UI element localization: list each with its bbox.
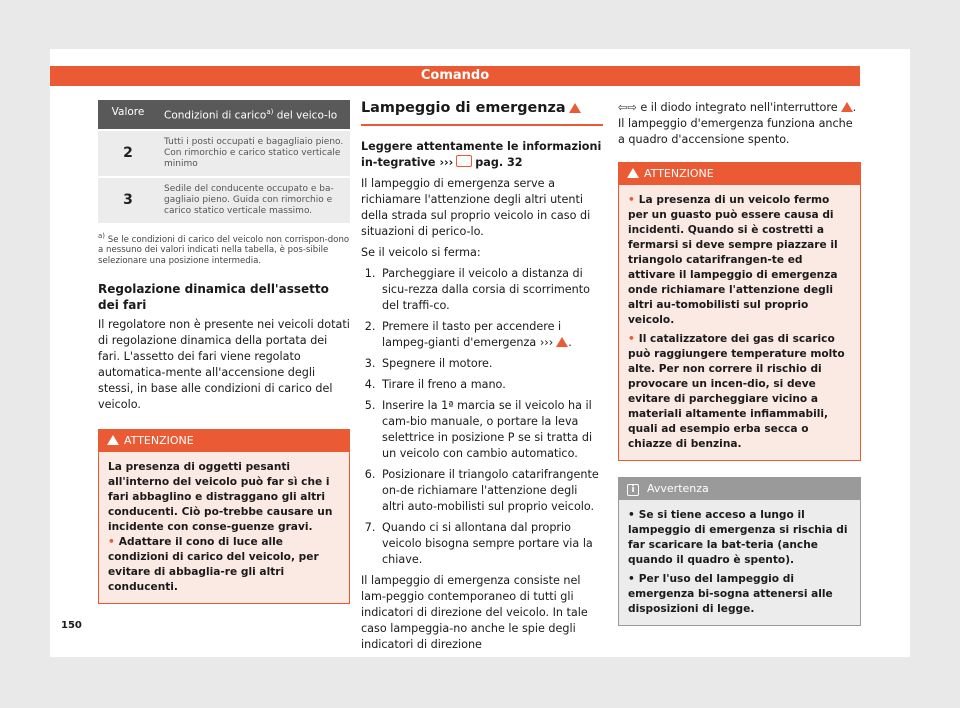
warning-intro: La presenza di oggetti pesanti all'interno del veicolo può far sì che i fari abbaglino e distraggano gli altri conducenti. Ciò po-trebbe causare un incidente con conse-guenze gravi. (108, 461, 333, 534)
table-cell-text: Sedile del conducente occupato e ba-gagliaio pieno. Guida con rimorchio e carico statico verticale massimo. (158, 177, 350, 223)
info-icon: i (627, 484, 639, 496)
table-cell-value: 2 (98, 130, 158, 177)
warning-triangle-icon (569, 103, 581, 113)
bullet-icon: • (628, 509, 635, 521)
bullet-icon: • (628, 194, 635, 206)
warning-body (619, 185, 860, 460)
list-item: 4. Tirare il freno a mano. (379, 377, 603, 393)
middle-column (361, 100, 603, 658)
intro-text: Il lampeggio di emergenza serve a richiamare l'attenzione degli altri utenti della strada sul proprio veicolo in caso di situazioni di perico-lo. (361, 177, 591, 238)
list-item: 3. Spegnere il motore. (379, 356, 603, 372)
note-body (619, 500, 860, 625)
section-heading: Lampeggio di emergenza (361, 100, 603, 126)
bullet-icon: • (628, 573, 635, 585)
note-bullet: • Se si tiene acceso a lungo il lampeggio di emergenza si rischia di far scaricare la bat-teria (anche quando il quadro è spento). (628, 509, 848, 566)
stop-label: Se il veicolo si ferma: (361, 246, 481, 259)
body-text: Il regolatore non è presente nei veicoli dotati di regolazione dinamica della portata dei fari. L'assetto dei fari viene regolato automatica-mente all'accensione degli stessi, in base alle condizioni di carico del veicolo. (98, 318, 350, 412)
table-footnote: $^{a)}$ Se le condizioni di carico del veicolo non corrispon-dono a nessuno dei valori indicati nella tabella, è pos-sibile selezionare una posizione intermedia. (98, 231, 350, 267)
steps-list (361, 266, 603, 568)
warning-triangle-icon (841, 102, 853, 112)
list-item: 1. Parcheggiare il veicolo a distanza di sicu-rezza dalla corsia di scorrimento del traffi-co. (379, 266, 603, 314)
table-cell-value: 3 (98, 177, 158, 223)
warning-bullet: • Il catalizzatore dei gas di scarico può raggiungere temperature molto alte. Per non correre il rischio di provocare un incen-dio, si deve evitare di parcheggiare vicino a materiali altamente infiammabili, quali ad esempio erba secca o chiazze di benzina. (628, 333, 845, 450)
note-bullet: • Per l'uso del lampeggio di emergenza bi-sogna attenersi alle disposizioni di legge. (628, 573, 833, 615)
warning-header: ATTENZIONE (619, 163, 860, 185)
bullet-icon: • (628, 333, 635, 345)
list-item: 5. Inserire la 1ª marcia se il veicolo ha il cam-bio manuale, o portare la leva selettrice in posizione P se si tratta di un veicolo con cambio automatico. (379, 398, 603, 462)
list-item: 2. Premere il tasto per accendere i lampeg-gianti d'emergenza ››› . (379, 319, 603, 351)
page-number: 150 (61, 620, 82, 631)
warning-icon (107, 435, 119, 445)
section-header: Comando (50, 66, 860, 86)
warning-icon (627, 168, 639, 178)
warning-bullet: • Adattare il cono di luce alle condizioni di carico del veicolo, per evitare di abbaglia-re gli altri conducenti. (108, 536, 319, 594)
table-row (98, 177, 350, 223)
table-header-condition: Condizioni di carico$^{a)}$ del veico-lo (158, 100, 350, 130)
list-item: 7. Quando ci si allontana dal proprio veicolo bisogna sempre portare via la chiave. (379, 520, 603, 568)
warning-body (99, 452, 349, 603)
bullet-icon: • (108, 536, 115, 549)
warning-bullet: • La presenza di un veicolo fermo per un guasto può essere causa di incidenti. Quando si è costretti a fermarsi si deve sempre piazzare il triangolo catarifrangen-te ed attivare il lampeggio di emergenza onde richiamare l'attenzione degli altri au-tomobilisti sul proprio veicolo. (628, 194, 838, 326)
subheading: Regolazione dinamica dell'assetto dei fari (98, 282, 329, 313)
table-row (98, 130, 350, 177)
turn-signal-icon: ⇦⇨ (618, 101, 637, 114)
warning-box (618, 162, 861, 461)
book-icon (456, 155, 472, 167)
load-table (98, 100, 350, 223)
table-cell-text: Tutti i posti occupati e bagagliaio pieno. Con rimorchio e carico statico verticale minimo (158, 130, 350, 177)
outro-text: Il lampeggio di emergenza consiste nel lam-peggio contemporaneo di tutti gli indicatori di direzione del veicolo. In tale caso lampeggia-no anche le spie degli indicatori di direzione (361, 574, 588, 651)
right-column (618, 100, 861, 626)
warning-header: ATTENZIONE (99, 430, 349, 452)
left-column (98, 100, 350, 604)
warning-triangle-icon (556, 337, 568, 347)
note-box (618, 477, 861, 626)
continued-text: ⇦⇨ e il diodo integrato nell'interruttore . Il lampeggio d'emergenza funziona anche a quadro d'accensione spento. (618, 101, 857, 146)
note-header: i Avvertenza (619, 478, 860, 500)
table-header-value: Valore (98, 100, 158, 130)
warning-box (98, 429, 350, 604)
list-item: 6. Posizionare il triangolo catarifrangente on-de richiamare l'attenzione degli altri auto-mobilisti sul proprio veicolo. (379, 467, 603, 515)
read-note: Leggere attentamente le informazioni in-tegrative ››› pag. 32 (361, 140, 602, 169)
